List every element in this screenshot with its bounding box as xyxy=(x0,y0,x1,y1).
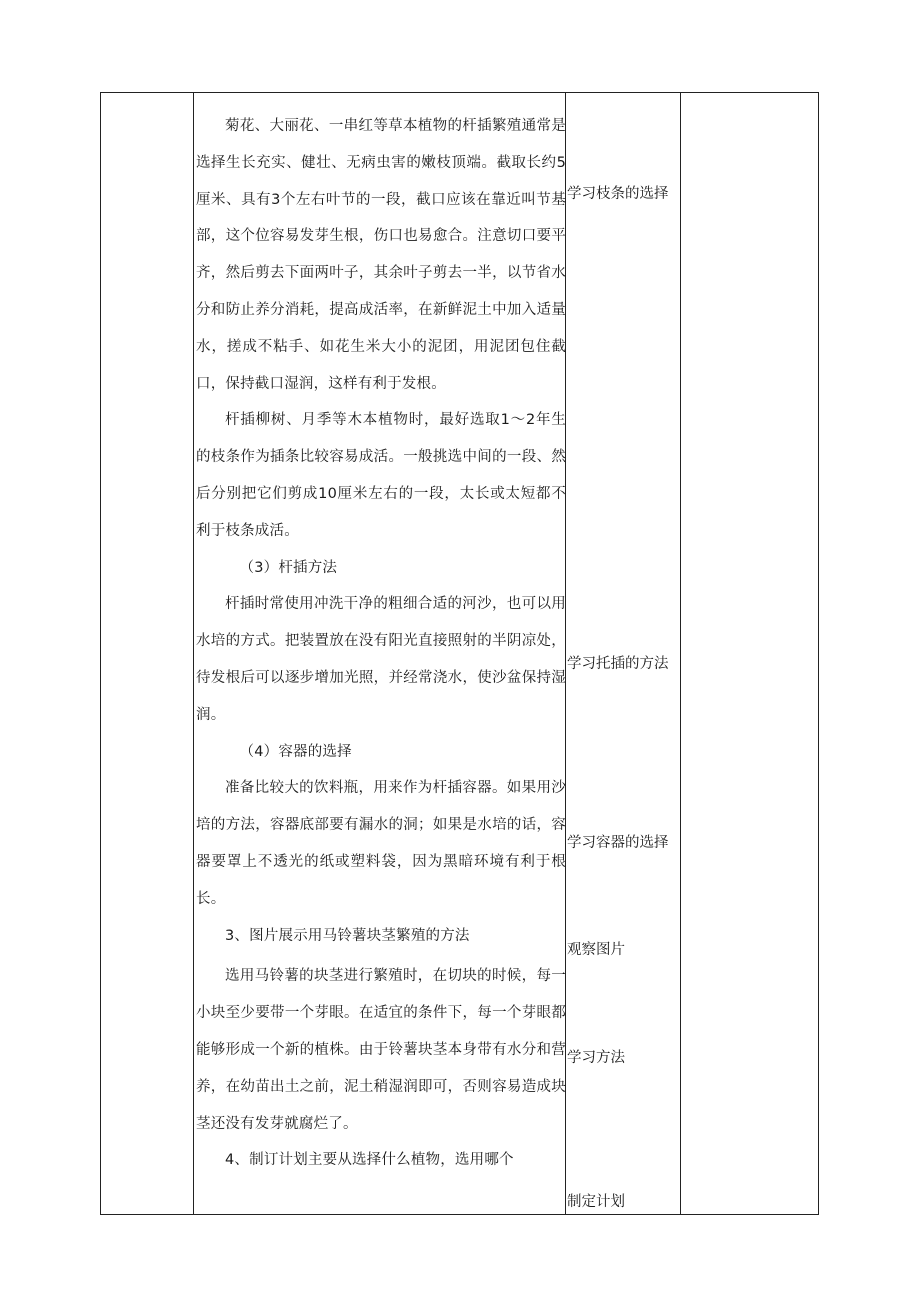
side-note-container-selection: 学习容器的选择 xyxy=(567,835,669,851)
paragraph-herbaceous-cutting: 菊花、大丽花、一串红等草本植物的杆插繁殖通常是选择生长充实、健壮、无病虫害的嫩枝顶端。截取长约5厘米、具有3个左右叶节的一段，截口应该在靠近叫节基部，这个位容易发芽生根，伤口也易愈合。注意切口要平齐，然后剪去下面两叶子，其余叶子剪去一半，以节省水分和防止养分消耗，提高成活率，在新鲜泥土中加入适量水，搓成不粘手、如花生米大小的泥团，用泥团包住截口，保持截口湿润，这样有利于发根。 xyxy=(196,118,566,392)
heading-potato-propagation: 3、图片展示用马铃薯块茎繁殖的方法 xyxy=(225,927,470,944)
column-divider-3 xyxy=(680,92,681,1215)
paragraph-potato-propagation: 选用马铃薯的块茎进行繁殖时，在切块的时候，每一小块至少要带一个芽眼。在适宜的条件下，每一个芽眼都能够形成一个新的植株。由于铃薯块茎本身带有水分和营养，在幼苗出土之前，泥土稍湿润即可，否则容易造成块茎还没有发芽就腐烂了。 xyxy=(196,968,566,1132)
heading-cutting-method: （3）杆插方法 xyxy=(239,559,338,576)
paragraph-cutting-method: 杆插时常使用冲洗干净的粗细合适的河沙，也可以用水培的方式。把装置放在没有阳光直接照射的半阴凉处，待发根后可以逐步增加光照，并经常浇水，使沙盆保持湿润。 xyxy=(196,596,566,723)
side-note-branch-selection: 学习枝条的选择 xyxy=(567,186,669,202)
paragraph-woody-cutting: 杆插柳树、月季等木本植物时，最好选取1～2年生的枝条作为插条比较容易成活。一般挑选中间的一段、然后分别把它们剪成10厘米左右的一段，太长或太短都不利于枝条成活。 xyxy=(196,412,566,539)
side-note-observe-pictures: 观察图片 xyxy=(567,942,625,958)
side-note-make-plan: 制定计划 xyxy=(567,1194,625,1210)
column-divider-1 xyxy=(193,92,194,1215)
paragraph-container-selection: 准备比较大的饮料瓶，用来作为杆插容器。如果用沙培的方法，容器底部要有漏水的洞；如果是水培的话，容器要罩上不透光的纸或塑料袋，因为黑暗环境有利于根长。 xyxy=(196,780,566,907)
heading-make-plan: 4、制订计划主要从选择什么植物，选用哪个 xyxy=(225,1152,514,1169)
teaching-content-column xyxy=(196,108,566,1179)
side-note-cutting-method: 学习托插的方法 xyxy=(567,656,669,672)
heading-container-selection: （4）容器的选择 xyxy=(239,743,352,760)
side-note-learn-method: 学习方法 xyxy=(567,1050,625,1066)
